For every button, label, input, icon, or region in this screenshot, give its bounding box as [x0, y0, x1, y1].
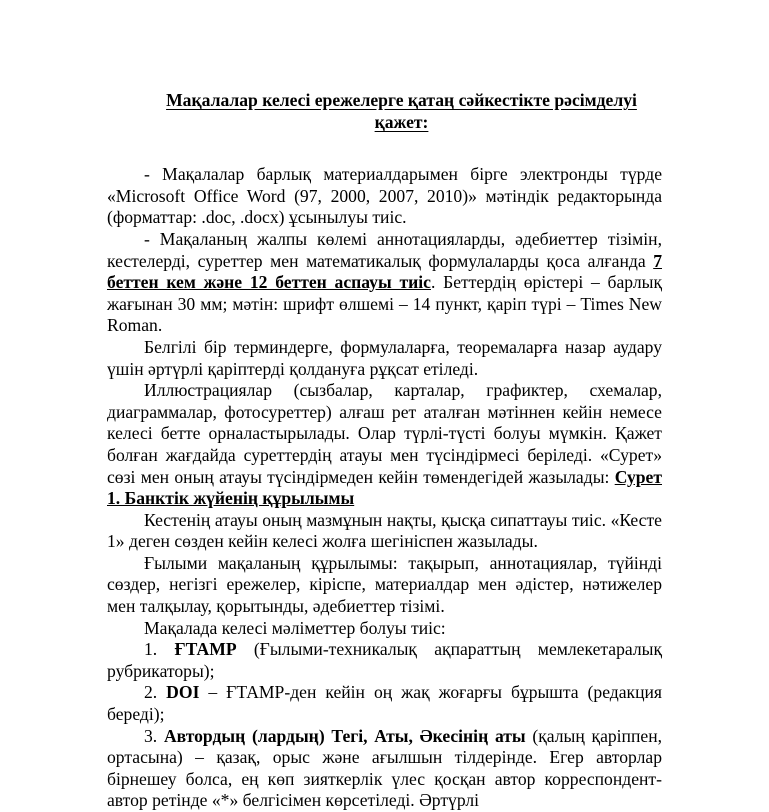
document-page: [107, 90, 662, 812]
figure-caption-example: Сурет 1. Банктік жүйенің құрылымы: [107, 466, 662, 509]
list-number: 2.: [144, 682, 167, 703]
list-item-term: Автордың (лардың) Тегі, Аты, Әкесінің аты: [163, 725, 526, 746]
paragraph-text: - Мақалалар барлық материалдарымен бірге электронды түрде «Microsoft Office Word (97, 2000, 2007, 2010)» мәтіндік редакторында (форматтар: .doc, .docx) ұсынылуы тиіс.: [107, 164, 662, 228]
list-item-text: – ҒТАМР-ден кейін оң жақ жоғарғы бұрышта (редакция береді);: [107, 682, 662, 725]
paragraph-illustrations: [107, 380, 662, 510]
list-number: 3.: [144, 725, 164, 746]
list-item-gtamr: [107, 639, 662, 682]
list-item-text: (қалың қаріппен, ортасына) – қазақ, орыс және ағылшын тілдерінде. Егер авторлар бірнешеу болса, ең көп зияткерлік үлес қосқан автор корреспондент-автор ретінде «*» белгісімен көрсетіледі. Әртүрлі: [107, 725, 663, 811]
document-title: [107, 90, 662, 133]
list-item-authors: [107, 726, 662, 812]
paragraph-structure: [107, 553, 662, 618]
paragraph-text: Иллюстрациялар (сызбалар, карталар, графиктер, схемалар, диаграммалар, фотосуреттер) алғаш рет аталған мәтіннен кейін немесе келесі бетте орналастырылады. Олар түрлі-түсті болуы мүмкін. Қажет болған жағдайда суреттердің атауы мен түсіндірмесі беріледі. «Сурет» сөзі мен оның атауы түсіндірмеден кейін төмендегідей жазылады:: [107, 380, 662, 487]
paragraph-tables: [107, 510, 662, 553]
paragraph-text: Кестенің атауы оның мазмұнын нақты, қысқа сипаттауы тиіс. «Кесте 1» деген сөзден кейін келесі жолға шегініспен жазылады.: [107, 509, 662, 552]
title-line-1: Мақалалар келесі ережелерге қатаң сәйкестікте рәсімделуі: [166, 90, 637, 110]
paragraph-text: . Беттердің өрістері – барлық жағынан 30 мм; мәтін: шрифт өлшемі – 14 пункт, қаріп түрі – Times New Roman.: [107, 272, 663, 336]
page-limit-emphasis: 7 беттен кем және 12 беттен аспауы тиіс: [107, 250, 662, 293]
paragraph-required-info: [107, 618, 662, 640]
list-item-text: (Ғылыми-техникалық ақпараттың мемлекетаралық рубрикаторы);: [107, 639, 663, 681]
paragraph-volume-requirement: [107, 229, 662, 337]
paragraph-text: Ғылыми мақаланың құрылымы: тақырып, аннотациялар, түйінді сөздер, негізгі ережелер, кіріспе, материалдар мен әдістер, нәтижелер мен талқылау, қорытынды, әдебиеттер тізімі.: [107, 552, 662, 617]
list-item-term: ҒТАМР: [174, 639, 237, 660]
paragraph-fonts: [107, 337, 662, 380]
list-item-term: DOI: [166, 682, 200, 703]
list-number: 1.: [144, 639, 175, 660]
title-line-2: қажет:: [374, 111, 429, 132]
paragraph-text: - Мақаланың жалпы көлемі аннотацияларды, әдебиеттер тізімін, кестелерді, суреттер мен математикалық формулаларды қоса алғанда: [107, 228, 662, 271]
paragraph-text: Белгілі бір терминдерге, формулаларға, теоремаларға назар аудару үшін әртүрлі қаріптерді қолдануға рұқсат етіледі.: [107, 336, 662, 379]
list-item-doi: [107, 682, 662, 725]
paragraph-format-requirement: [107, 164, 662, 229]
paragraph-text: Мақалада келесі мәліметтер болуы тиіс:: [144, 617, 446, 638]
